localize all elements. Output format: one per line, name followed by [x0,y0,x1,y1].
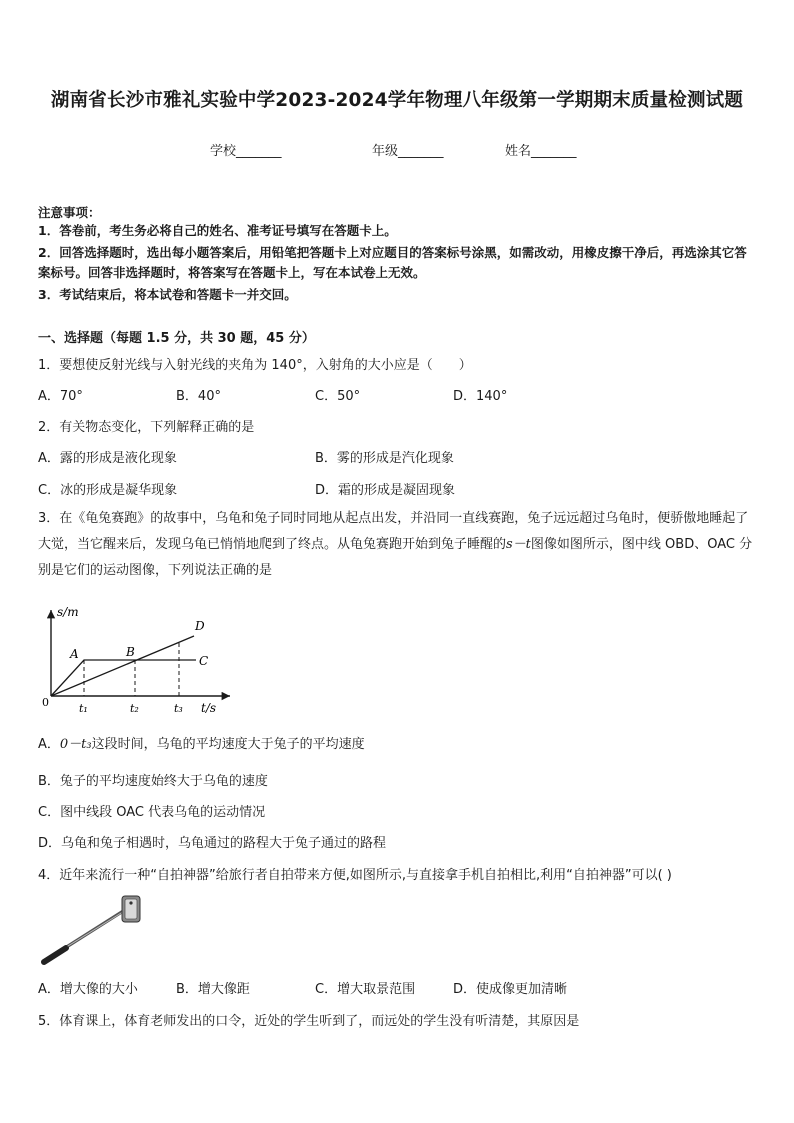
question-2-option-d: D．霜的形成是凝固现象 [315,483,456,498]
question-3-option-a [38,733,365,752]
st-graph [38,600,238,720]
point-a-label: A [70,647,79,661]
option-a-prefix: A． [38,737,60,752]
selfie-stick-image [38,890,150,966]
question-1-option-d: D．140° [453,389,508,404]
option-a-text: 这段时间，乌龟的平均速度大于兔子的平均速度 [91,737,365,752]
line-obd [51,636,194,696]
question-2-option-b: B．雾的形成是汽化现象 [315,451,454,466]
notice-item-3: 3．考试结束后，将本试卷和答题卡一并交回。 [38,287,297,302]
question-3-stem-part-1: 3．在《龟兔赛跑》的故事中，乌龟和兔子同时同地从起点出发，并沿同一直线赛跑，兔子远远超过乌龟时，便骄傲地睡起了大觉，当它醒来后，发现乌龟已悄悄地爬到了终点。从龟兔赛跑开始到兔子睡醒的 [38,511,749,552]
phone-camera [129,901,132,904]
x-axis-label: t/s [201,701,217,715]
t2-label: t₂ [130,702,139,715]
point-b-label: B [126,645,135,659]
question-1-option-c: C．50° [315,389,361,404]
question-4-option-d: D．使成像更加清晰 [453,982,568,997]
origin-label: 0 [42,696,49,709]
notice-heading: 注意事项： [38,205,101,220]
question-2-stem: 2．有关物态变化，下列解释正确的是 [38,420,255,435]
y-axis-label: s/m [57,605,79,619]
question-3-option-d: D．乌龟和兔子相遇时，乌龟通过的路程大于兔子通过的路程 [38,836,387,851]
selfie-stick-highlight [68,910,126,946]
exam-title: 湖南省长沙市雅礼实验中学2023-2024学年物理八年级第一学期期末质量检测试题 [50,90,744,111]
question-4-stem: 4．近年来流行一种“自拍神器”给旅行者自拍带来方便,如图所示,与直接拿手机自拍相比,利用“自拍神器”可以( ) [38,868,672,883]
question-3-stem-part-2: 图像如图所示，图中线 OBD、OAC 分别是它们的运动图像，下列说法正确的是 [38,537,753,578]
section-heading: 一、选择题（每题 1.5 分，共 30 题，45 分） [38,331,315,346]
question-3-option-b: B．兔子的平均速度始终大于乌龟的速度 [38,774,268,789]
question-3-stem [38,506,756,584]
question-4-option-b: B．增大像距 [176,982,250,997]
question-2-option-a: A．露的形成是液化现象 [38,451,177,466]
question-2-option-c: C．冰的形成是凝华现象 [38,483,178,498]
question-1-stem: 1．要想使反射光线与入射光线的夹角为 140°，入射角的大小应是（ ） [38,358,472,373]
question-1-option-b: B．40° [176,389,221,404]
question-4-option-a: A．增大像的大小 [38,982,138,997]
notice-item-1: 1．答卷前，考生务必将自己的姓名、准考证号填写在答题卡上。 [38,223,397,238]
option-a-range: 0－t₃ [59,737,92,752]
selfie-stick-grip [44,948,66,962]
question-5-stem: 5．体育课上，体育老师发出的口令，近处的学生听到了，而远处的学生没有听清楚，其原因是 [38,1014,580,1029]
point-d-label: D [195,619,205,633]
grade-field: 年级_______ [372,144,444,159]
point-c-label: C [199,654,209,668]
st-variable: s－t [506,537,531,552]
question-1-option-a: A．70° [38,389,83,404]
t1-label: t₁ [79,702,88,715]
notice-item-2: 2．回答选择题时，选出每小题答案后，用铅笔把答题卡上对应题目的答案标号涂黑，如需改动，用橡皮擦干净后，再选涂其它答案标号。回答非选择题时，将答案写在答题卡上，写在本试卷上无效。 [38,245,747,280]
name-field: 姓名_______ [505,144,577,159]
question-3-option-c: C．图中线段 OAC 代表乌龟的运动情况 [38,805,266,820]
school-field: 学校_______ [210,144,282,159]
question-4-option-c: C．增大取景范围 [315,982,416,997]
t3-label: t₃ [174,702,183,715]
